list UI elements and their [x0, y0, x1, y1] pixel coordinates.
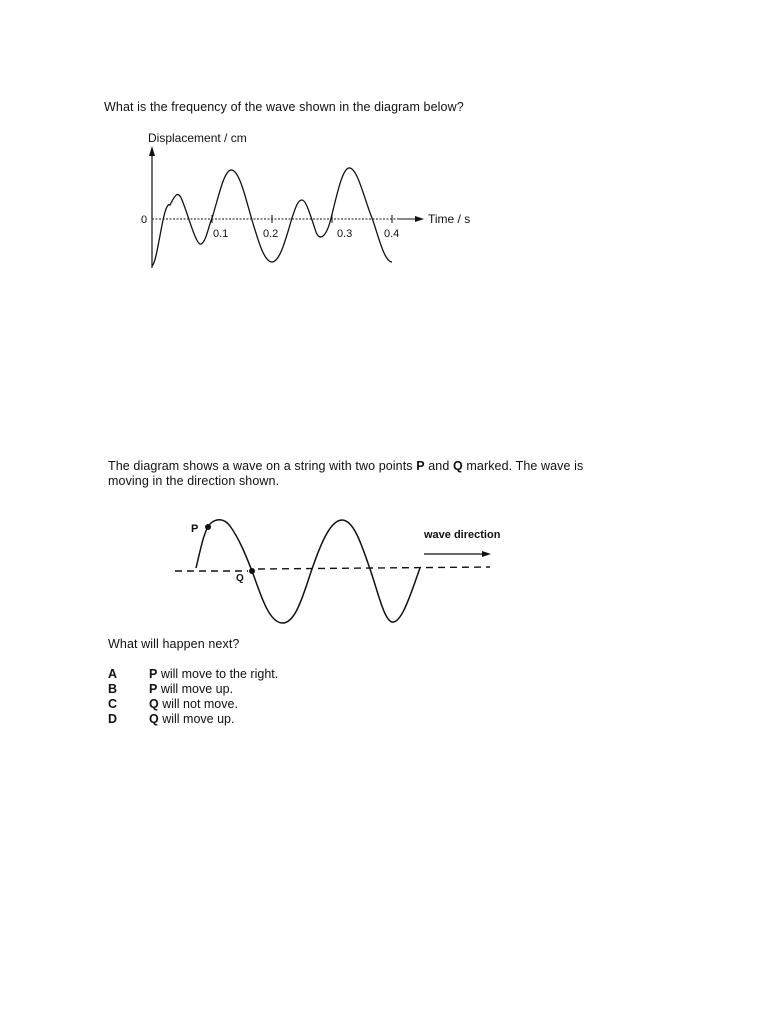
option-c — [108, 697, 278, 712]
point-q-label: Q — [236, 573, 244, 584]
option-a-subject: P — [149, 667, 158, 681]
tick-label-0.3: 0.3 — [337, 228, 353, 240]
equilibrium-line-right — [258, 567, 490, 569]
point-p-marker — [205, 524, 211, 530]
wave-direction-arrow-head — [482, 551, 491, 557]
tick-label-0.4: 0.4 — [384, 228, 400, 240]
point-p-label: P — [191, 523, 199, 535]
origin-label: 0 — [141, 214, 148, 226]
option-d-letter: D — [108, 712, 118, 726]
option-d — [108, 712, 278, 727]
question-2-point-q: Q — [452, 459, 463, 473]
option-c-letter: C — [108, 697, 118, 711]
answer-options — [108, 667, 278, 727]
option-d-subject: Q — [149, 712, 159, 726]
tick-label-0.1: 0.1 — [213, 228, 229, 240]
question-2-point-p: P — [416, 459, 425, 473]
option-b-subject: P — [149, 682, 158, 696]
option-a-text: will move to the right. — [157, 667, 279, 681]
option-a — [108, 667, 278, 682]
option-b-letter: B — [108, 682, 118, 696]
option-b-text: will move up. — [157, 682, 234, 696]
point-q-marker — [249, 568, 255, 574]
y-axis-label: Displacement / cm — [148, 131, 247, 145]
option-c-subject: Q — [149, 697, 159, 711]
question-2-prompt: What will happen next? — [108, 637, 240, 651]
option-a-letter: A — [108, 667, 118, 681]
tick-label-0.2: 0.2 — [263, 228, 279, 240]
wave-direction-label: wave direction — [424, 529, 501, 541]
question-2-text-part2: and — [424, 459, 453, 473]
question-1-text: What is the frequency of the wave shown in the diagram below? — [104, 100, 464, 114]
question-2-text-part1: The diagram shows a wave on a string with two points — [108, 459, 417, 473]
option-d-text: will move up. — [158, 712, 235, 726]
x-axis-label: Time / s — [428, 212, 471, 226]
option-c-text: will not move. — [158, 697, 238, 711]
question-2-text-part3: marked. The wave is moving in the direction shown. — [108, 459, 584, 488]
option-b — [108, 682, 278, 697]
